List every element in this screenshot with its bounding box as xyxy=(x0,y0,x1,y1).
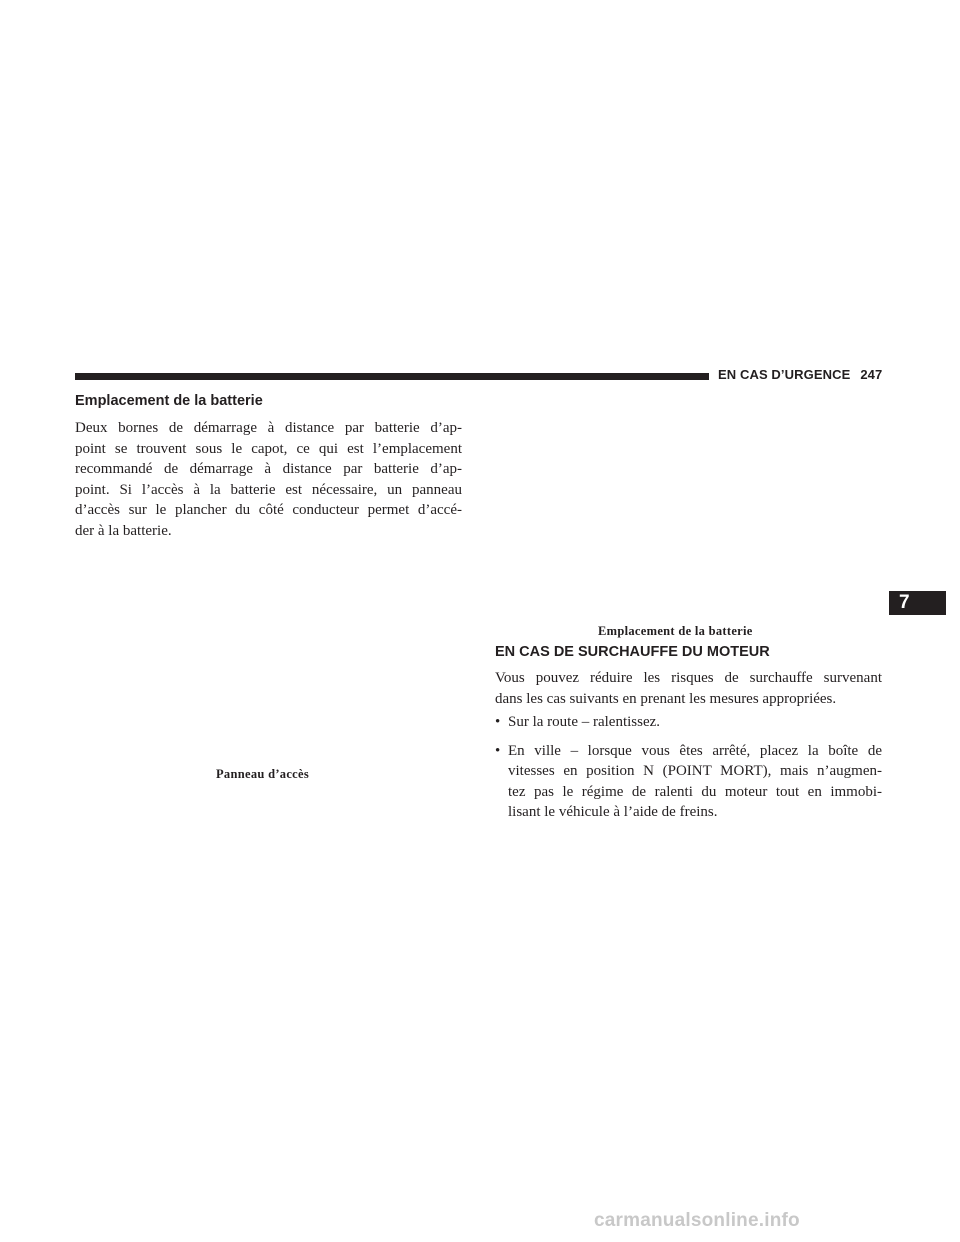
paragraph-line: Vous pouvez réduire les risques de surchauffe survenant xyxy=(495,670,882,686)
overheat-bullet-list xyxy=(495,712,882,831)
paragraph-line: recommandé de démarrage à distance par batterie d’ap- xyxy=(75,461,462,477)
bullet-text xyxy=(508,712,882,733)
paragraph-line: d’accès sur le plancher du côté conducteur permet d’accé- xyxy=(75,502,462,518)
bullet-line: lisant le véhicule à l’aide de freins. xyxy=(508,804,718,820)
figure-caption-battery-location: Emplacement de la batterie xyxy=(598,624,753,638)
section-title: EN CAS D’URGENCE xyxy=(718,367,851,382)
bullet-line: Sur la route – ralentissez. xyxy=(508,714,661,730)
bullet-item xyxy=(495,741,882,823)
bullet-line: vitesses en position N (POINT MORT), mais n’augmen- xyxy=(508,763,882,779)
overheat-intro-paragraph xyxy=(495,668,882,709)
bullet-icon: • xyxy=(495,714,501,730)
header-rule xyxy=(75,373,709,380)
bullet-icon: • xyxy=(495,742,501,759)
running-header xyxy=(718,367,882,382)
site-watermark: carmanualsonline.info xyxy=(594,1210,800,1231)
paragraph-line: der à la batterie. xyxy=(75,522,172,539)
bullet-line: tez pas le régime de ralenti du moteur tout en immobi- xyxy=(508,783,882,800)
section-heading-engine-overheat: EN CAS DE SURCHAUFFE DU MOTEUR xyxy=(495,644,770,660)
paragraph-line: dans les cas suivants en prenant les mesures appropriées. xyxy=(495,690,837,707)
battery-location-paragraph xyxy=(75,418,462,541)
bullet-text xyxy=(508,741,882,823)
bullet-item xyxy=(495,712,882,733)
chapter-tab: 7 xyxy=(889,591,946,615)
paragraph-line: Deux bornes de démarrage à distance par batterie d’ap- xyxy=(75,420,462,436)
section-heading-battery-location: Emplacement de la batterie xyxy=(75,393,263,409)
paragraph-line: point. Si l’accès à la batterie est nécessaire, un panneau xyxy=(75,481,462,498)
bullet-line: En ville – lorsque vous êtes arrêté, placez la boîte de xyxy=(508,742,882,759)
paragraph-line: point se trouvent sous le capot, ce qui est l’emplacement xyxy=(75,440,462,457)
page-number: 247 xyxy=(860,367,883,382)
figure-caption-access-panel: Panneau d’accès xyxy=(216,767,310,781)
